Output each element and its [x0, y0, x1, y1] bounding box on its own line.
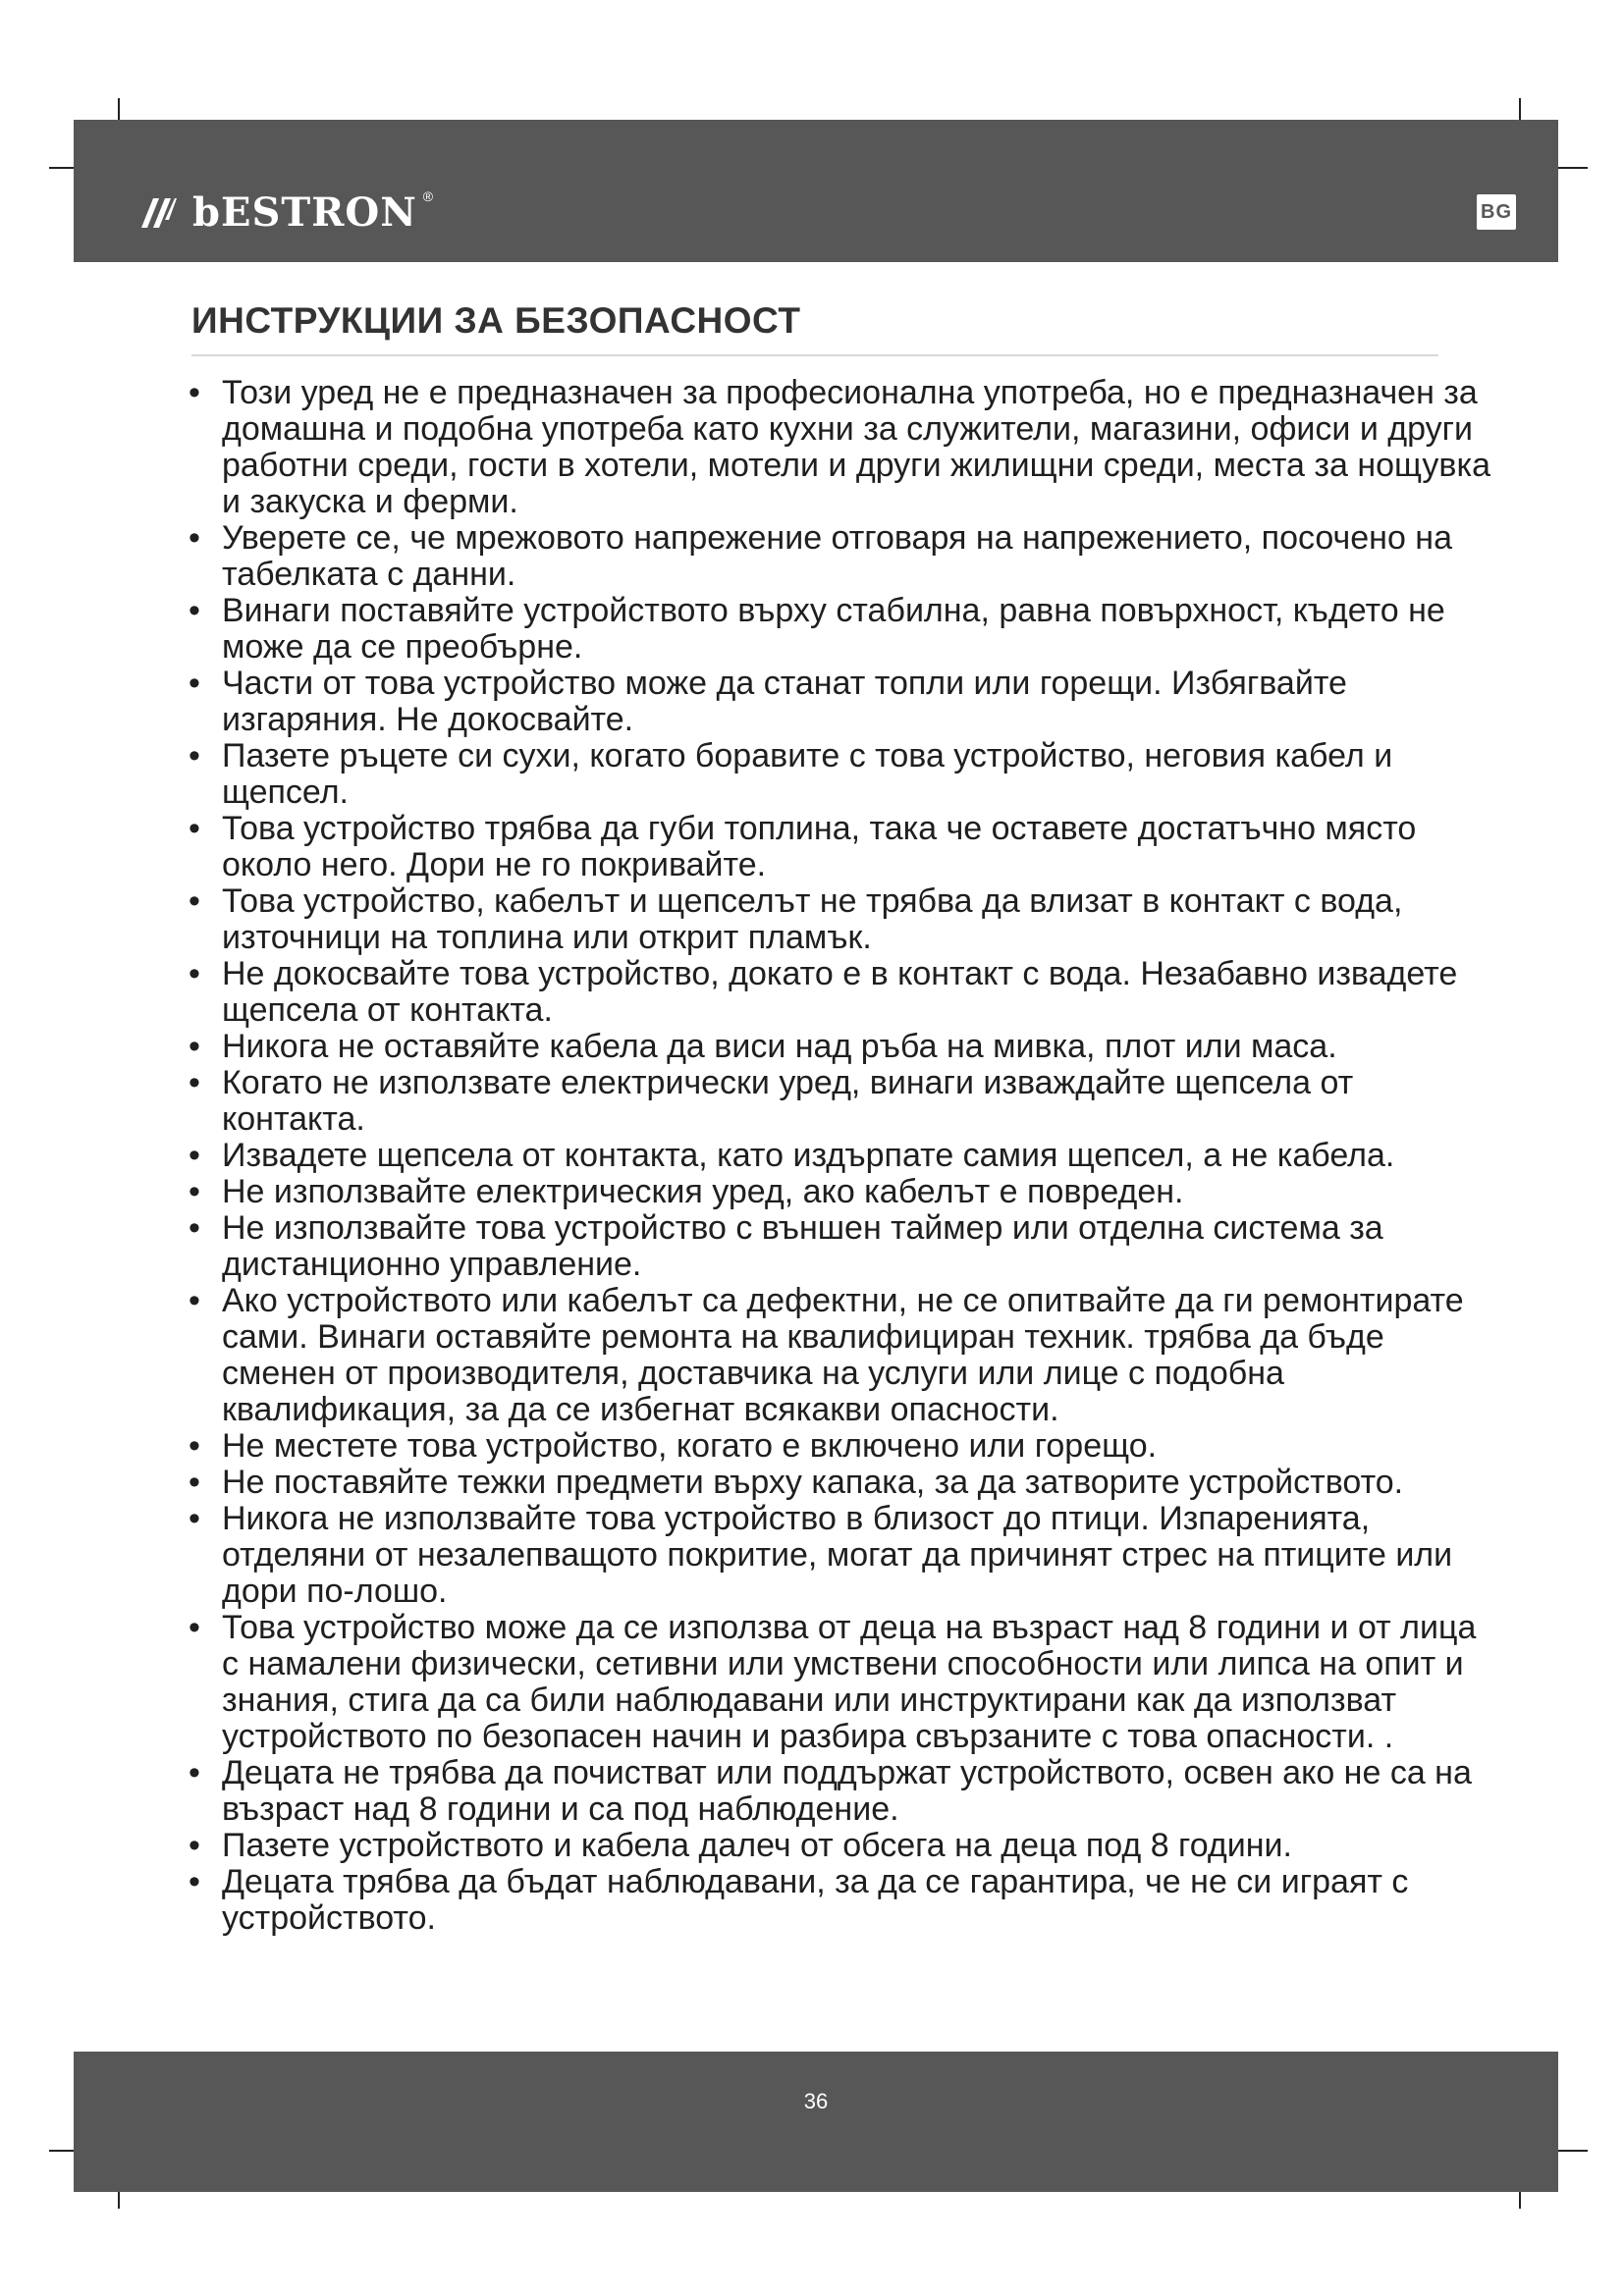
instruction-text: Това устройство, кабелът и щепселът не трябва да влизат в контакт с вода, източници на топлина или открит пламък. [222, 882, 1403, 956]
list-item [185, 811, 1490, 883]
list-item [185, 1029, 1490, 1065]
bullet-icon: • [189, 665, 200, 702]
list-item [185, 1864, 1490, 1937]
list-item [185, 1828, 1490, 1864]
list-item [185, 956, 1490, 1029]
list-item [185, 1428, 1490, 1465]
instruction-text: Части от това устройство може да станат топли или горещи. Избягвайте изгаряния. Не докосвайте. [222, 665, 1347, 738]
list-item [185, 1610, 1490, 1755]
instruction-text: Извадете щепсела от контакта, като издърпате самия щепсел, а не кабела. [222, 1137, 1395, 1174]
bullet-icon: • [189, 592, 200, 629]
bullet-icon: • [189, 1754, 200, 1791]
instruction-text: Никога не използвайте това устройство в близост до птици. Изпаренията, отделяни от незалепващото покритие, могат да причинят стрес на птиците или дори по-лошо. [222, 1500, 1453, 1610]
page-number: 36 [803, 2089, 829, 2113]
list-item [185, 1138, 1490, 1174]
instruction-text: Децата не трябва да почистват или поддържат устройството, освен ако не са на възраст над 8 години и са под наблюдение. [222, 1754, 1472, 1828]
list-item [185, 1174, 1490, 1210]
page-header [74, 120, 1558, 262]
instruction-text: Този уред не е предназначен за професионална употреба, но е предназначен за домашна и подобна употреба като кухни за служители, магазини, офиси и други работни среди, гости в хотели, мотели и други жилищни среди, места за нощувка и закуска и ферми. [222, 374, 1490, 520]
instruction-text: Когато не използвате електрически уред, винаги изваждайте щепсела от контакта. [222, 1064, 1354, 1138]
list-item [185, 520, 1490, 593]
bullet-icon: • [189, 737, 200, 774]
list-item [185, 1283, 1490, 1428]
list-item [185, 1501, 1490, 1610]
bullet-icon: • [189, 1137, 200, 1174]
bullet-icon: • [189, 1064, 200, 1101]
bullet-icon: • [189, 1427, 200, 1465]
bullet-icon: • [189, 1464, 200, 1501]
list-item [185, 1755, 1490, 1828]
instruction-text: Това устройство трябва да губи топлина, така че оставете достатъчно място около него. Дори не го покривайте. [222, 810, 1417, 883]
bullet-icon: • [189, 1609, 200, 1646]
brand-name: bESTRON [192, 188, 417, 236]
bullet-icon: • [189, 1827, 200, 1864]
page-footer [74, 2052, 1558, 2192]
bullet-icon: • [189, 374, 200, 411]
title-divider [191, 354, 1438, 356]
instruction-text: Никога не оставяйте кабела да виси над ръба на мивка, плот или маса. [222, 1028, 1337, 1065]
bullet-icon: • [189, 1028, 200, 1065]
list-item [185, 883, 1490, 956]
list-item [185, 593, 1490, 666]
bullet-icon: • [189, 1500, 200, 1537]
instruction-text: Не използвайте електрическия уред, ако кабелът е повреден. [222, 1173, 1184, 1210]
instruction-text: Уверете се, че мрежовото напрежение отговаря на напрежението, посочено на табелката с данни. [222, 519, 1452, 593]
bullet-icon: • [189, 1863, 200, 1900]
list-item [185, 738, 1490, 811]
bullet-icon: • [189, 1209, 200, 1247]
instruction-text: Не докосвайте това устройство, докато е в контакт с вода. Незабавно извадете щепсела от контакта. [222, 955, 1458, 1029]
list-item [185, 375, 1490, 520]
instruction-text: Пазете ръцете си сухи, когато боравите с това устройство, неговия кабел и щепсел. [222, 737, 1393, 811]
instruction-text: Пазете устройството и кабела далеч от обсега на деца под 8 години. [222, 1827, 1292, 1864]
list-item [185, 1210, 1490, 1283]
instruction-text: Не използвайте това устройство с външен таймер или отделна система за дистанционно управление. [222, 1209, 1383, 1283]
page-title: ИНСТРУКЦИИ ЗА БЕЗОПАСНОСТ [191, 300, 801, 341]
bullet-icon: • [189, 1173, 200, 1210]
language-badge: BG [1477, 194, 1516, 230]
bullet-icon: • [189, 810, 200, 847]
instruction-text: Не местете това устройство, когато е включено или горещо. [222, 1427, 1158, 1465]
instruction-text: Винаги поставяйте устройството върху стабилна, равна повърхност, където не може да се преобърне. [222, 592, 1445, 666]
double-chevron-icon [139, 192, 179, 232]
instruction-text: Не поставяйте тежки предмети върху капака, за да затворите устройството. [222, 1464, 1404, 1501]
list-item [185, 666, 1490, 738]
instruction-text: Това устройство може да се използва от деца на възраст над 8 години и от лица с намалени физически, сетивни или умствени способности или липса на опит и знания, стига да са били наблюдавани или инструктирани как да използват устройството по безопасен начин и разбира свързаните с това опасности. . [222, 1609, 1477, 1755]
bullet-icon: • [189, 882, 200, 920]
safety-instructions-list [185, 375, 1490, 1937]
bullet-icon: • [189, 1282, 200, 1319]
bullet-icon: • [189, 519, 200, 557]
instruction-text: Ако устройството или кабелът са дефектни, не се опитвайте да ги ремонтирате сами. Винаги оставяйте ремонта на квалифициран техник. трябва да бъде сменен от производителя, доставчика на услуги или лице с подобна квалификация, за да се избегнат всякакви опасности. [222, 1282, 1464, 1428]
brand-logo [139, 188, 433, 236]
instruction-text: Децата трябва да бъдат наблюдавани, за да се гарантира, че не си играят с устройството. [222, 1863, 1409, 1937]
list-item [185, 1065, 1490, 1138]
registered-mark: ® [422, 188, 434, 204]
list-item [185, 1465, 1490, 1501]
bullet-icon: • [189, 955, 200, 992]
